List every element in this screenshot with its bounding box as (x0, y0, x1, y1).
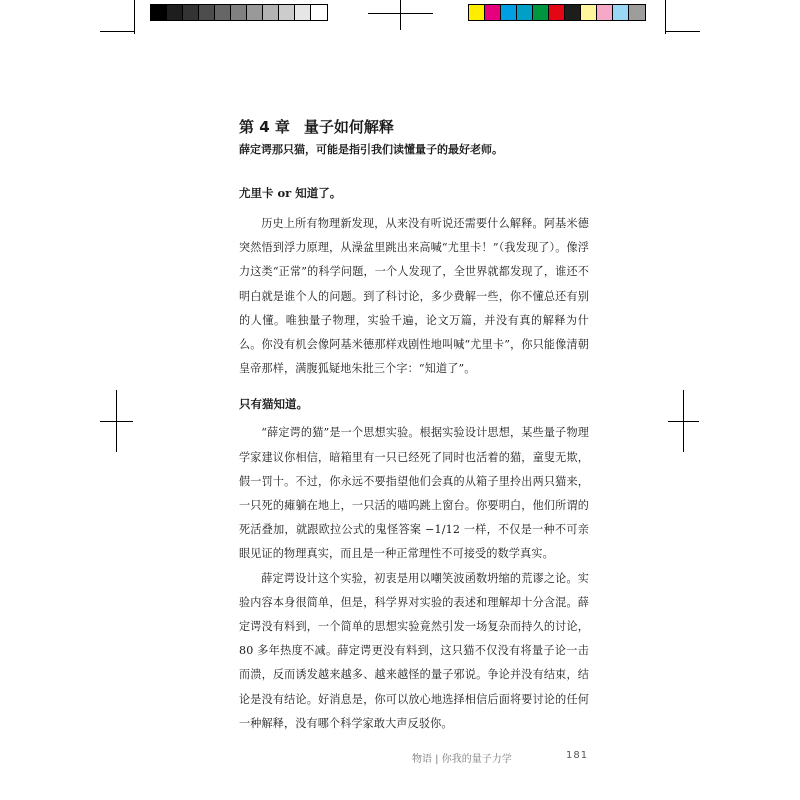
color-swatch (485, 5, 501, 20)
color-swatch (151, 5, 167, 20)
color-swatch (311, 5, 327, 20)
page-content (239, 116, 589, 736)
color-swatch (199, 5, 215, 20)
page-number: 181 (566, 750, 589, 761)
color-swatch (469, 5, 485, 20)
chapter-subtitle: 薛定谔那只猫，可能是指引我们读懂量子的最好老师。 (239, 143, 503, 156)
registration-mark (400, 0, 401, 30)
color-swatch (231, 5, 247, 20)
color-swatch (565, 5, 581, 20)
color-swatch (613, 5, 629, 20)
color-swatch (279, 5, 295, 20)
crop-mark (100, 31, 135, 32)
chapter-name: 量子如何解释 (303, 118, 394, 136)
chapter-number: 第 4 章 (239, 118, 290, 136)
body-paragraph: 历史上所有物理新发现，从来没有听说还需要什么解释。阿基米德突然悟到浮力原理，从澡盆里跳出来高喊“尤里卡！”（我发现了）。像浮力这类“正常”的科学问题，一个人发现了，全世界就都发现了，谁还不明白就是谁个人的问题。到了科讨论，多少费解一些，你不懂总还有别的人懂。唯独量子物理，实验千遍，论文万篇，并没有真的解释为什么。你没有机会像阿基米德那样戏剧性地叫喊“尤里卡”，你只能像清朝皇帝那样，满腹狐疑地朱批三个字：“知道了”。 (239, 217, 589, 376)
section-heading: 只有猫知道。 (239, 397, 308, 412)
color-swatch (167, 5, 183, 20)
chapter-title (239, 116, 589, 138)
color-swatch (517, 5, 533, 20)
color-swatch (549, 5, 565, 20)
color-swatch (215, 5, 231, 20)
color-swatch (597, 5, 613, 20)
color-swatch (629, 5, 645, 20)
color-swatch (533, 5, 549, 20)
color-swatch (581, 5, 597, 20)
registration-mark (116, 390, 117, 452)
color-calibration-bar (468, 4, 646, 21)
crop-mark (134, 0, 135, 34)
crop-mark (665, 0, 666, 34)
section-heading: 尤里卡 or 知道了。 (239, 186, 342, 200)
body-paragraph: “薛定谔的猫”是一个思想实验。根据实验设计思想，某些量子物理学家建议你相信，暗箱里有一只已经死了同时也活着的猫，童叟无欺，假一罚十。不过，你永远不要指望他们会真的从箱子里拎出两只猫来，一只死的瘫躺在地上，一只活的喵呜跳上窗台。你要明白，他们所谓的死活叠加，就跟欧拉公式的鬼怪答案 −1/12 一样，不仅是一种不可亲眼见证的物理真实，而且是一种正常理性不可接受的数学真实。 (239, 426, 589, 561)
color-swatch (247, 5, 263, 20)
registration-mark (683, 390, 684, 452)
crop-mark (665, 31, 700, 32)
color-swatch (501, 5, 517, 20)
running-footer: 物语 | 你我的量子力学 (412, 754, 512, 765)
color-swatch (263, 5, 279, 20)
body-paragraph: 薛定谔设计这个实验，初衷是用以嘲笑波函数坍缩的荒谬之论。实验内容本身很简单，但是，科学界对实验的表述和理解却十分含混。薛定谔没有料到，一个简单的思想实验竟然引发一场复杂而持久的讨论，80 多年热度不减。薛定谔更没有料到，这只猫不仅没有将量子论一击而溃，反而诱发越来越多、越来越怪的量子邪说。争论并没有结束，结论是没有结论。好消息是，你可以放心地选择相信后面将要讨论的任何一种解释，没有哪个科学家敢大声反驳你。 (239, 571, 589, 730)
color-swatch (183, 5, 199, 20)
color-swatch (295, 5, 311, 20)
grayscale-calibration-bar (150, 4, 328, 21)
